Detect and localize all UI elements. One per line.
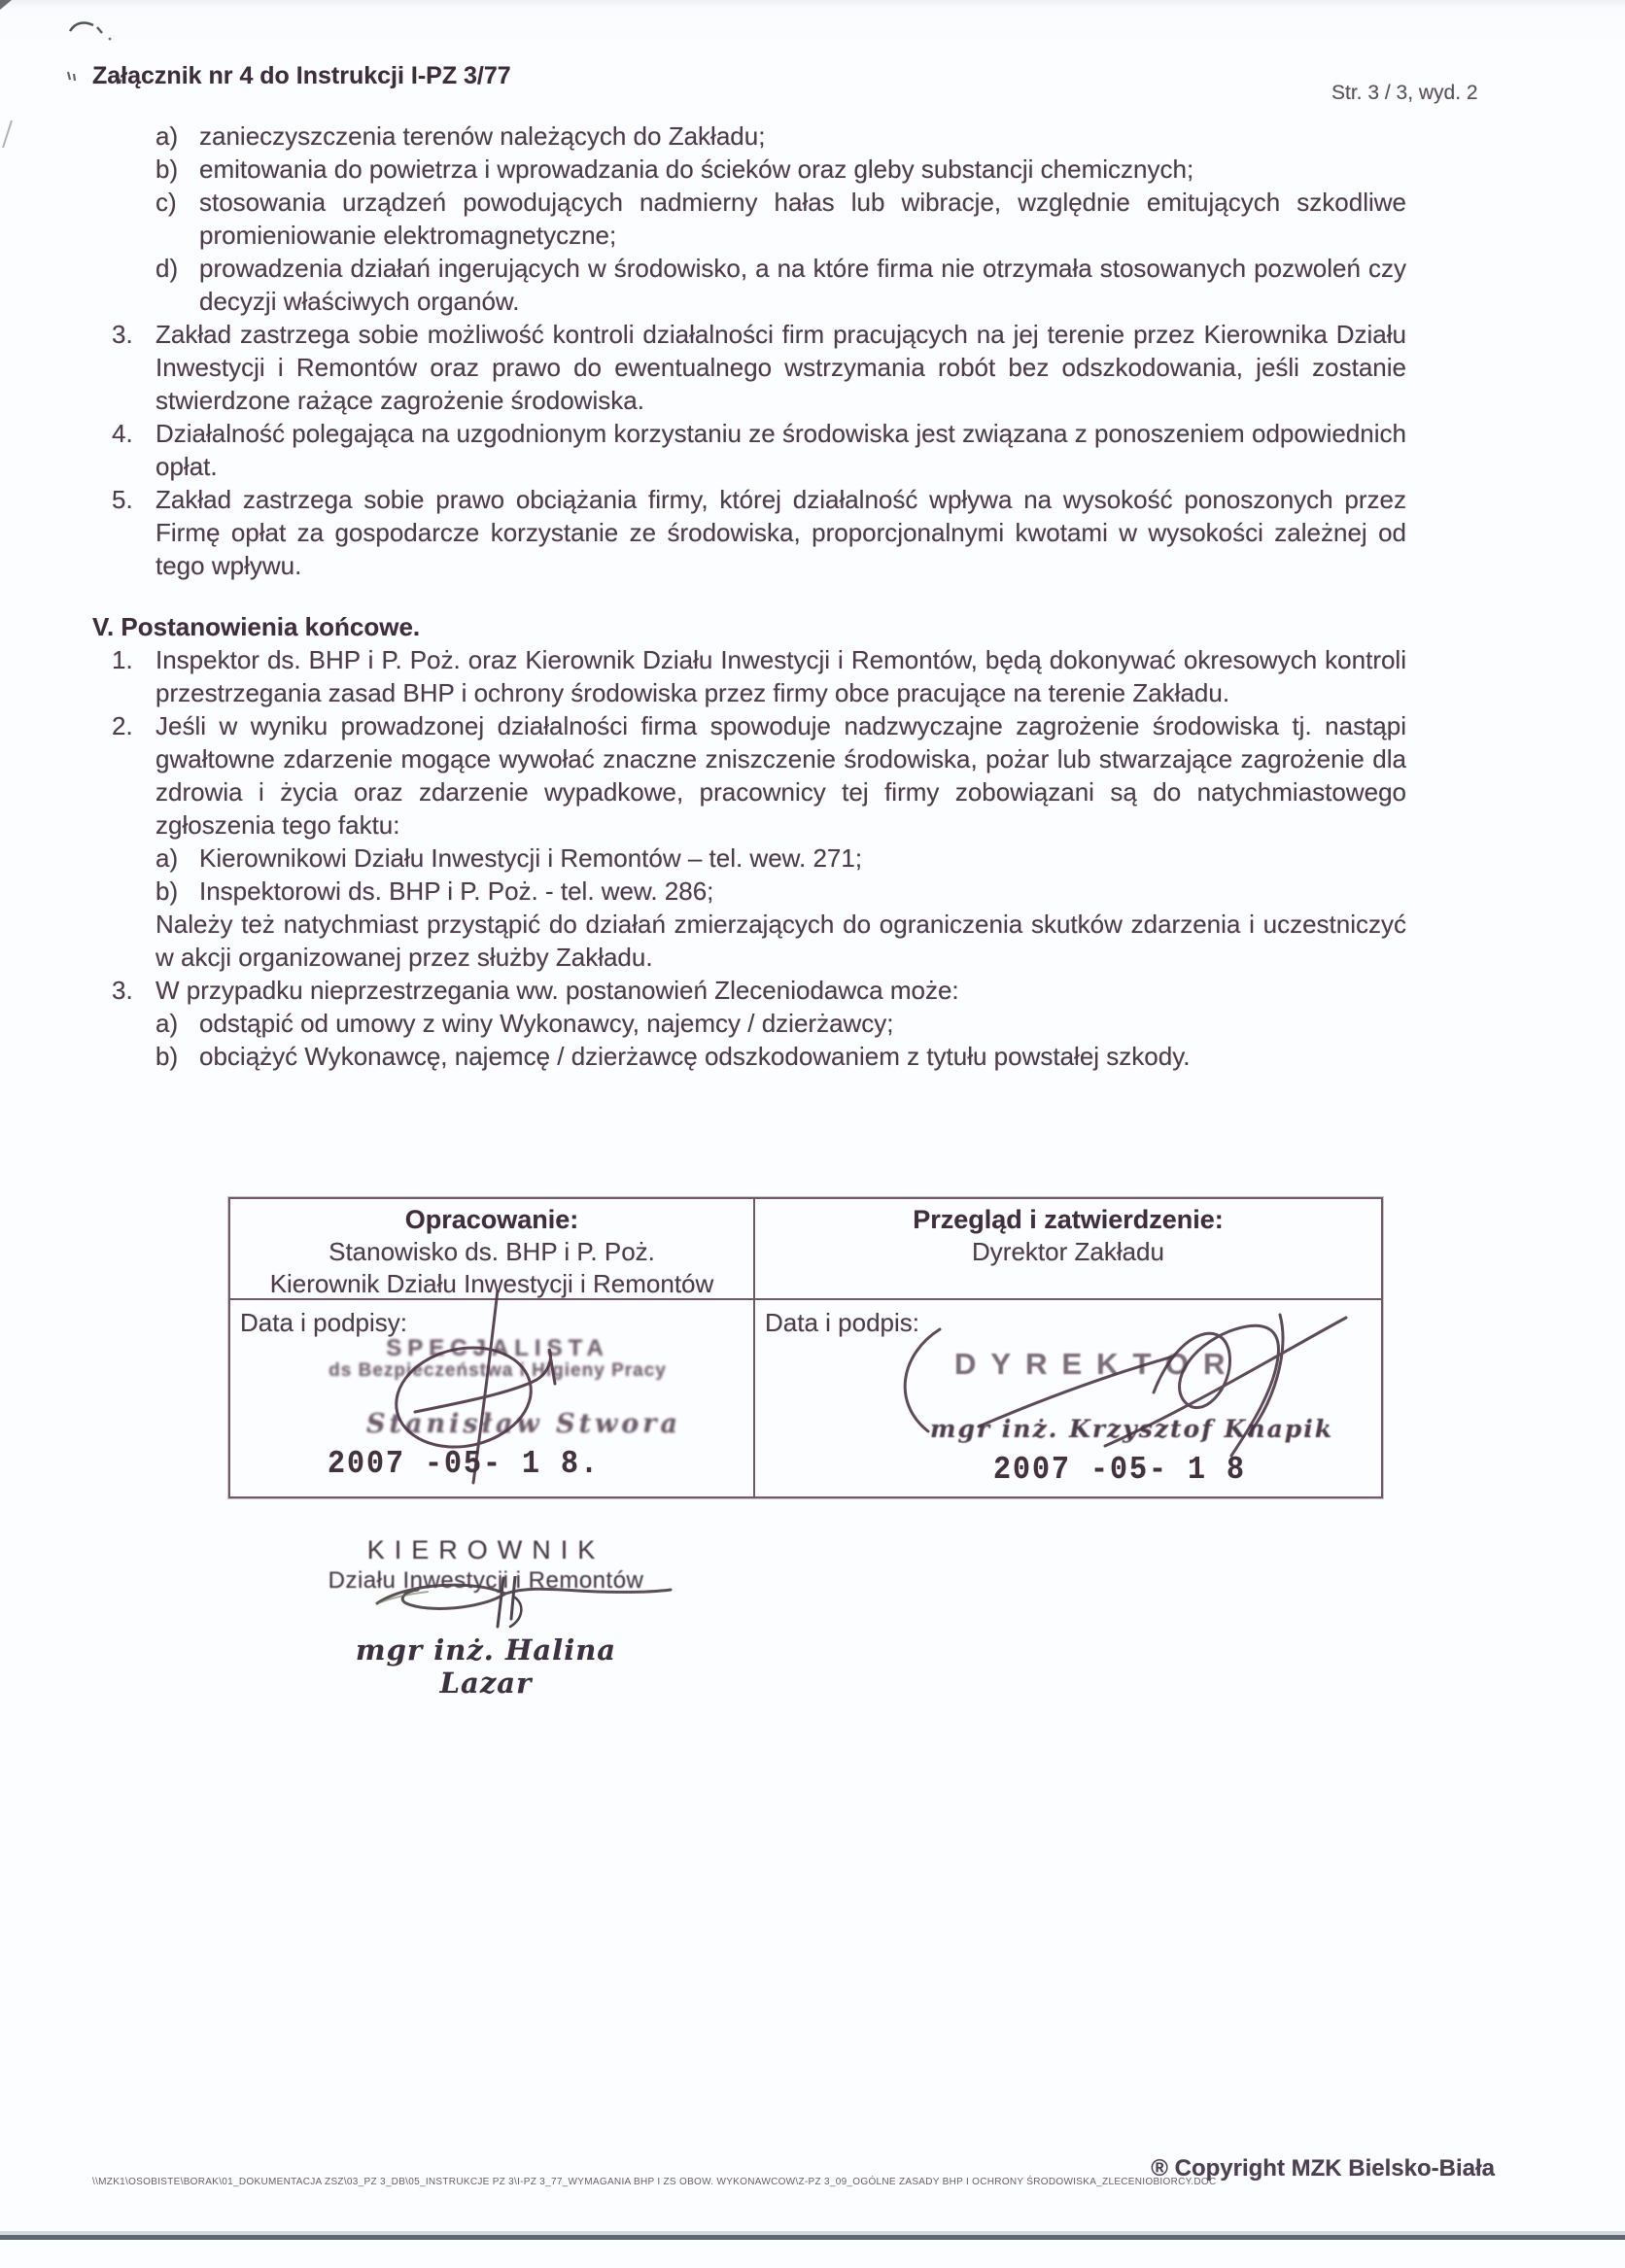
list-item-d [92, 252, 1406, 318]
date-signature-label-right: Data i podpis: [765, 1308, 919, 1337]
list-marker: a) [156, 1009, 179, 1038]
list-text: prowadzenia działań ingerujących w środowisko, a na które firma nie otrzymała stosowanych pozwoleń czy decyzji właściwych organów. [199, 254, 1406, 316]
section-item-2b [92, 875, 1406, 908]
footer-copyright: ® Copyright MZK Bielsko-Biała [1151, 2155, 1495, 2182]
edge-mark-artifact [0, 119, 16, 157]
approval-role-left-2: Kierownik Działu Inwestycji i Remontów [269, 1269, 714, 1298]
date-stamp-right: 2007 -05- 1 8 [993, 1451, 1247, 1490]
section-item-3 [92, 974, 1406, 1007]
list-marker: 2. [112, 711, 133, 740]
section-item-1 [92, 643, 1406, 709]
approval-signature-cell-left [230, 1300, 755, 1496]
numbered-item-3 [92, 318, 1406, 417]
approval-role-left-1: Stanowisko ds. BHP i P. Poż. [328, 1237, 655, 1266]
approval-title-right: Przegląd i zatwierdzenie: [913, 1205, 1224, 1234]
section-item-2a [92, 842, 1406, 875]
director-stamp: DYREKTOR [954, 1347, 1240, 1381]
pen-scribble-artifact [66, 16, 124, 45]
paragraph-text: Należy też natychmiast przystąpić do działań zmierzających do ograniczenia skutków zdarzenia i uczestniczyć w akcji organizowanej przez służby Zakładu. [156, 910, 1406, 972]
approval-table [228, 1197, 1383, 1498]
list-marker: 3. [112, 320, 133, 349]
list-marker: a) [156, 121, 179, 151]
list-marker: 4. [112, 419, 133, 448]
section-item-3b [92, 1040, 1406, 1073]
manager-stamp-title: KIEROWNIK [366, 1535, 605, 1564]
date-stamp-left: 2007 -05- 1 8. [328, 1445, 601, 1484]
director-name: mgr inż. Krzysztof Knapik [930, 1415, 1334, 1443]
specialist-stamp-line1: SPECJALISTA [386, 1335, 609, 1361]
page-number-info: Str. 3 / 3, wyd. 2 [1331, 82, 1478, 104]
section-item-3a [92, 1007, 1406, 1040]
list-text: emitowania do powietrza i wprowadzania do ścieków oraz gleby substancji chemicznych; [199, 155, 1194, 184]
list-marker: b) [156, 155, 179, 184]
scan-bottom-edge [0, 2235, 1625, 2240]
list-text: stosowania urządzeń powodujących nadmierny hałas lub wibracje, względnie emitujących szkodliwe promieniowanie elektromagnetyczne; [199, 188, 1406, 250]
footer-file-path: \\MZK1\OSOBISTE\BORAK\01_DOKUMENTACJA ZSZ\03_PZ 3_DB\05_INSTRUKCJE PZ 3\I-PZ 3_77_WYMAGANIA BHP I ZS OBOW. WYKONAWCOW\Z-PZ 3_09_OGÓLNE ZASADY BHP I OCHRONY ŚRODOWISKA_ZLECENIOBIORCY.DOC [92, 2177, 1217, 2187]
list-marker: c) [156, 188, 177, 217]
list-text: odstąpić od umowy z winy Wykonawcy, najemcy / dzierżawcy; [199, 1009, 894, 1038]
list-marker: b) [156, 1042, 179, 1071]
manager-stamp-subtitle: Działu Inwestycji i Remontów [328, 1567, 644, 1594]
specialist-stamp-line2: ds Bezpieczeństwa i Higieny Pracy [328, 1360, 667, 1381]
list-item-c [92, 186, 1406, 252]
list-marker: 5. [112, 485, 133, 514]
list-text: Działalność polegająca na uzgodnionym korzystaniu ze środowiska jest związana z ponoszeniem odpowiednich opłat. [156, 419, 1406, 481]
approval-header-left [230, 1199, 755, 1300]
list-text: Zakład zastrzega sobie możliwość kontroli działalności firm pracujących na jej terenie przez Kierownika Działu Inwestycji i Remontów oraz prawo do ewentualnego wstrzymania robót bez odszkodowania, jeśli zostanie stwierdzone rażące zagrożenie środowiska. [156, 320, 1406, 415]
approval-title-left: Opracowanie: [404, 1205, 579, 1234]
manager-name: mgr inż. Halina Lazar [355, 1633, 617, 1700]
section-item-2-note [92, 908, 1406, 974]
list-text: Inspektorowi ds. BHP i P. Poż. - tel. wew. 286; [199, 876, 714, 906]
list-marker: d) [156, 254, 179, 283]
list-item-a [92, 120, 1406, 153]
list-text: Kierownikowi Działu Inwestycji i Remontów – tel. wew. 271; [199, 843, 863, 873]
specialist-name-stamp: Stanisław Stwora [366, 1409, 682, 1439]
list-text: obciążyć Wykonawcę, najemcę / dzierżawcę odszkodowaniem z tytułu powstałej szkody. [199, 1042, 1191, 1071]
approval-signature-cell-right [755, 1300, 1381, 1496]
list-item-b [92, 153, 1406, 186]
approval-header-right [755, 1199, 1381, 1300]
document-body [92, 120, 1406, 1073]
signature-lazar [360, 1576, 680, 1634]
list-text: Inspektor ds. BHP i P. Poż. oraz Kierownik Działu Inwestycji i Remontów, będą dokonywać okresowych kontroli przestrzegania zasad BHP i ochrony środowiska przez firmy obce pracujące na terenie Zakładu. [156, 645, 1406, 707]
scan-corner-artifact [0, 0, 12, 10]
numbered-item-4 [92, 417, 1406, 483]
approval-role-right-1: Dyrektor Zakładu [972, 1237, 1164, 1266]
date-signature-label-left: Data i podpisy: [240, 1308, 407, 1337]
list-text: Jeśli w wyniku prowadzonej działalności firma spowoduje nadzwyczajne zagrożenie środowiska tj. nastąpi gwałtowne zdarzenie mogące wywołać znaczne zniszczenie środowiska, pożar lub stwarzające zagrożenie dla zdrowia i życia oraz zdarzenie wypadkowe, pracownicy tej firmy zobowiązani są do natychmiastowego zgłoszenia tego faktu: [156, 711, 1406, 840]
list-text: zanieczyszczenia terenów należących do Zakładu; [199, 121, 766, 151]
list-marker: a) [156, 843, 179, 873]
document-title: Załącznik nr 4 do Instrukcji I-PZ 3/77 [92, 62, 511, 89]
list-marker: 1. [112, 645, 133, 674]
list-text: Zakład zastrzega sobie prawo obciążania firmy, której działalność wpływa na wysokość ponoszonych przez Firmę opłat za gospodarcze korzystanie ze środowiska, proporcjonalnymi kwotami w wysokości zależnej od tego wpływu. [156, 485, 1406, 580]
numbered-item-5 [92, 483, 1406, 582]
section-heading: V. Postanowienia końcowe. [92, 612, 421, 641]
list-marker: b) [156, 876, 179, 906]
list-marker: 3. [112, 976, 133, 1005]
list-text: W przypadku nieprzestrzegania ww. postanowień Zleceniodawca może: [156, 976, 959, 1005]
section-item-2 [92, 709, 1406, 842]
